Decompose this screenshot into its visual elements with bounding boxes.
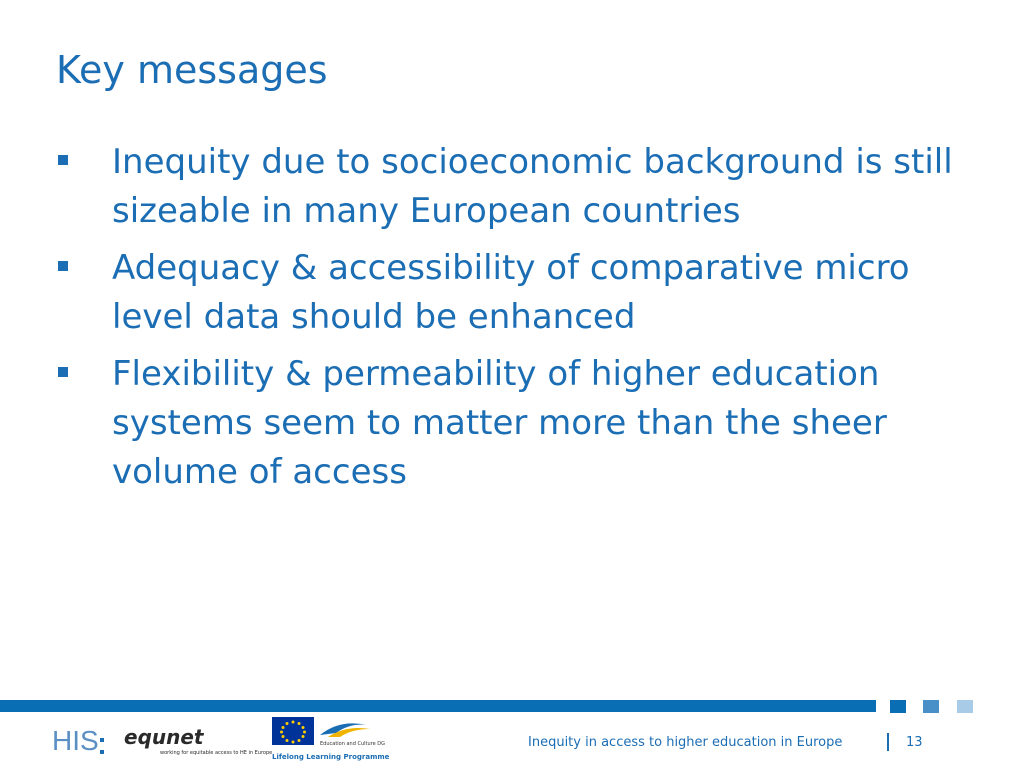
footer-presentation-title: Inequity in access to higher education in Europe (528, 735, 843, 750)
llp-logo (270, 715, 400, 765)
his-logo-text: HIS (52, 725, 99, 756)
square-bullet-icon (58, 155, 68, 165)
bullet-text: Inequity due to socioeconomic background is still sizeable in many European countries (112, 142, 953, 231)
llp-dg-text: Education and Culture DG (320, 741, 385, 747)
equnet-logo-text: equnet (124, 725, 204, 749)
llp-programme-text: Lifelong Learning Programme (272, 753, 390, 761)
footer-separator (887, 733, 889, 751)
square-bullet-icon (58, 367, 68, 377)
bullet-item (56, 138, 986, 236)
bullet-text: Flexibility & permeability of higher education systems seem to matter more than the sheer volume of access (112, 354, 887, 492)
bullet-list (56, 138, 986, 505)
page-number: 13 (906, 735, 923, 750)
equnet-logo (124, 724, 273, 756)
footer-square-mid (923, 700, 939, 713)
square-bullet-icon (58, 261, 68, 271)
slide-title: Key messages (56, 48, 328, 92)
bullet-item (56, 350, 986, 497)
his-logo (50, 722, 114, 762)
bullet-item (56, 244, 986, 342)
footer-square-dark (890, 700, 906, 713)
footer-band (0, 700, 876, 712)
footer-square-light (957, 700, 973, 713)
equnet-tagline: working for equitable access to HE in Europe (160, 750, 273, 756)
bullet-text: Adequacy & accessibility of comparative micro level data should be enhanced (112, 248, 910, 337)
